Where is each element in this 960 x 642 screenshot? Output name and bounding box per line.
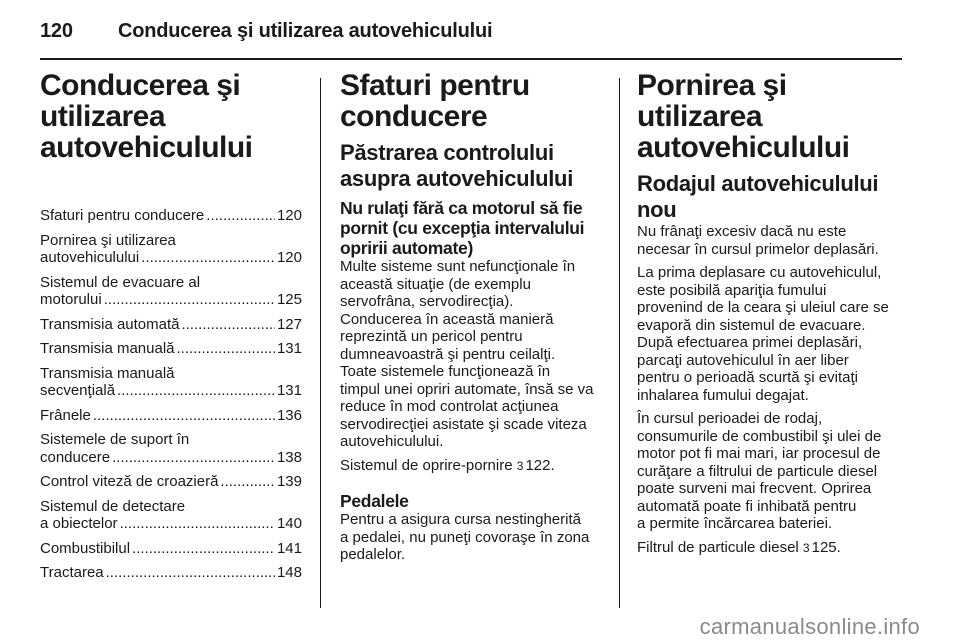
toc-page-number: 138: [276, 448, 302, 466]
table-of-contents: [40, 207, 302, 582]
toc-item[interactable]: [40, 207, 302, 225]
toc-item[interactable]: [40, 340, 302, 358]
column-starting-operating: [637, 70, 902, 557]
toc-page-number: 127: [276, 315, 302, 333]
subheading-pedals: Pedalele: [340, 491, 409, 511]
subheading-vehicle-control: Păstrarea controlului asupra autovehiculului: [340, 140, 574, 191]
toc-item-label: Transmisia automată: [40, 315, 180, 333]
paragraph-pedals: Pentru a asigura cursa nestingherită a pedalei, nu puneţi covoraşe în zona pedalelor.: [340, 511, 590, 563]
toc-leader-dots: [220, 473, 275, 491]
toc-item-label: Combustibilul: [40, 539, 131, 557]
toc-page-number: 141: [276, 539, 302, 557]
toc-item-label: Control viteză de croazieră: [40, 473, 219, 490]
toc-item-label: conducere: [40, 448, 111, 466]
toc-item-label: a obiectelor: [40, 515, 118, 532]
column-driving-tips: [340, 70, 605, 564]
toc-item-label: Transmisia manuală: [40, 364, 175, 382]
toc-item-label: Frânele: [40, 406, 91, 424]
column-toc: [40, 70, 302, 589]
toc-item-label: Sistemele de suport în: [40, 431, 190, 448]
toc-leader-dots: [177, 340, 275, 358]
toc-item[interactable]: [40, 316, 302, 334]
subheading-running-in: Rodajul autovehiculului nou: [637, 171, 879, 222]
toc-item-label: Sfaturi pentru conducere: [40, 207, 205, 224]
toc-item[interactable]: [40, 274, 302, 309]
toc-page-number: 148: [276, 564, 302, 581]
toc-page-number: 131: [276, 382, 302, 399]
toc-leader-dots: [93, 407, 275, 425]
toc-leader-dots: [112, 449, 275, 467]
toc-page-number: 120: [276, 207, 302, 224]
header-rule: [40, 58, 902, 60]
toc-leader-dots: [182, 316, 275, 334]
toc-page-number: 136: [276, 406, 302, 424]
toc-item[interactable]: [40, 431, 302, 466]
toc-leader-dots: [106, 564, 275, 582]
toc-item[interactable]: [40, 232, 302, 267]
paragraph-consumption: În cursul perioadei de rodaj, consumurile de combustibil şi ulei de motor pot fi mai mari, iar procesul de curăţare a filtrului de particule diesel poate surveni mai frecvent. Oprirea automată poate fi inhibată pentru a permite încărcarea bateriei.: [637, 410, 882, 532]
toc-item-label: autovehiculului: [40, 249, 140, 266]
toc-leader-dots: [104, 291, 275, 309]
column-divider-1: [320, 78, 321, 608]
toc-leader-dots: [117, 382, 275, 400]
paragraph-smoke: La prima deplasare cu autovehiculul, este posibilă apariţia fumului provenind de la ceara şi uleiul care se evaporă din sistemul de evacuare. După efectuarea primei deplasări, parcaţi autovehiculul în aer liber pentru o perioadă scurtă şi evitaţi inhalarea fumului degajat.: [637, 264, 889, 404]
toc-item-label: Transmisia manuală: [40, 340, 175, 357]
watermark: carmanualsonline.info: [699, 614, 920, 639]
subheading-engine-off: Nu rulaţi fără ca motorul să fie pornit (cu excepţia intervalului opririi automate): [340, 198, 585, 258]
toc-item-label: secvenţială: [40, 382, 116, 399]
toc-leader-dots: [132, 540, 275, 558]
toc-leader-dots: [141, 249, 275, 267]
reference-arrow-icon: 3: [802, 540, 810, 555]
page-number: 120: [40, 20, 73, 42]
toc-item-label: Sistemul de evacuare al: [40, 273, 201, 291]
toc-page-number: 140: [276, 515, 302, 532]
reference-page-link[interactable]: 122.: [525, 456, 555, 474]
toc-leader-dots: [206, 207, 275, 225]
toc-item[interactable]: [40, 407, 302, 425]
paragraph-engine-off: Multe sisteme sunt nefuncţionale în această situaţie (de exemplu servofrâna, servodirecţia). Conducerea în această manieră reprezintă un pericol pentru dumneavoastră şi pentru ceilalţi. Toate sistemele funcţionează în timpul unei opriri automate, însă se va reduce în mod controlat acţiunea servodirecţiei asistate şi scade viteza autovehiculului.: [340, 258, 594, 450]
toc-page-number: 131: [276, 340, 302, 357]
reference-stop-start: Sistemul de oprire-pornire 3 122.: [340, 456, 555, 474]
chapter-title: Conducerea şi utilizarea autovehiculului: [118, 20, 493, 42]
section-heading-driving-tips: Sfaturi pentru conducere: [340, 69, 530, 133]
reference-page-link[interactable]: 125.: [811, 538, 841, 556]
reference-diesel-filter: Filtrul de particule diesel 3 125.: [637, 538, 841, 556]
paragraph-braking: Nu frânaţi excesiv dacă nu este necesar în cursul primelor deplasări.: [637, 223, 879, 258]
page-header: [40, 20, 492, 43]
toc-item[interactable]: [40, 365, 302, 400]
reference-arrow-icon: 3: [516, 458, 524, 473]
toc-item[interactable]: [40, 498, 302, 533]
toc-item[interactable]: [40, 473, 302, 491]
toc-page-number: 139: [276, 473, 302, 490]
toc-item-label: Sistemul de detectare: [40, 497, 186, 515]
column-divider-2: [619, 78, 620, 608]
chapter-heading: Conducerea şi utilizarea autovehiculului: [40, 69, 253, 164]
toc-leader-dots: [120, 515, 275, 533]
toc-item-label: Tractarea: [40, 564, 104, 581]
toc-item-label: Pornirea şi utilizarea: [40, 231, 176, 249]
toc-item[interactable]: [40, 564, 302, 582]
toc-item[interactable]: [40, 540, 302, 558]
section-heading-starting: Pornirea şi utilizarea autovehiculului: [637, 69, 850, 164]
toc-page-number: 120: [276, 249, 302, 266]
toc-page-number: 125: [276, 291, 302, 308]
toc-item-label: motorului: [40, 291, 102, 308]
